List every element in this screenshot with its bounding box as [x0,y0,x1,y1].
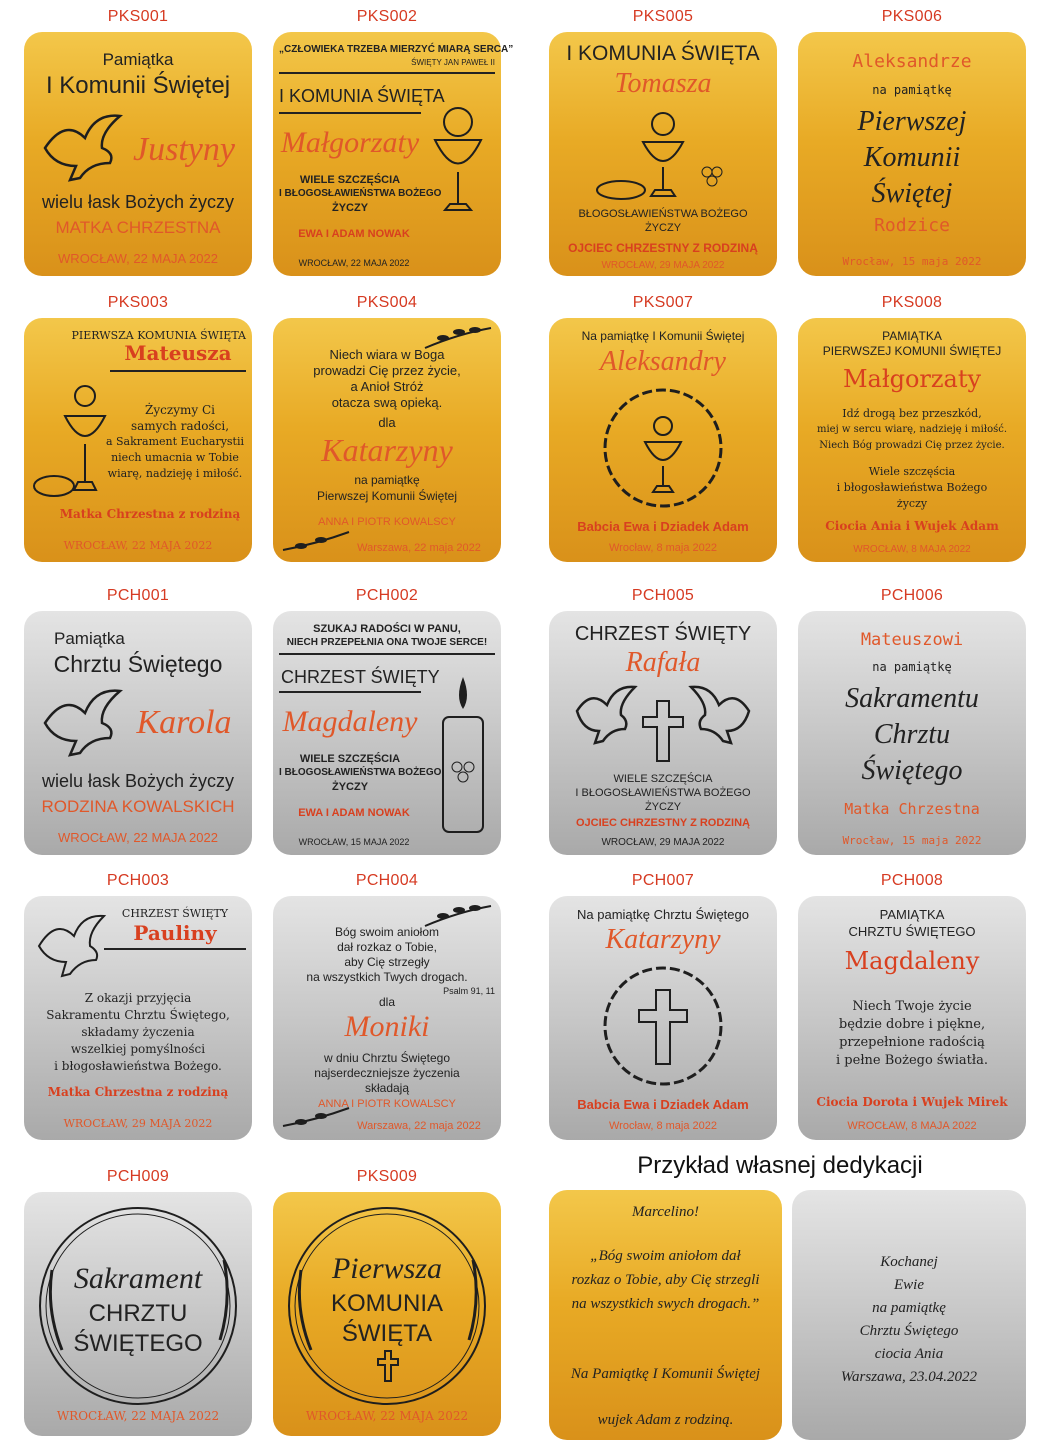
signature: Matka Chrzestna z rodziną [59,507,241,521]
product-code: PCH007 [631,872,695,889]
psalm-ref: Psalm 91, 11 [443,986,495,996]
plate-script: Pierwsza [331,1252,442,1285]
product-code: PKS001 [107,8,169,25]
doves-cross-icon [571,681,755,767]
wish: w dniu Chrztu Świętego [323,1051,451,1065]
wish: Bóg swoim aniołom [334,925,440,939]
product-code: PKS007 [632,294,694,311]
signature: EWA I ADAM NOWAK [298,807,410,819]
chalice-icon [423,92,493,222]
recipient-name: Małgorzaty [842,365,982,393]
plate-title: Na pamiątkę I Komunii Świętej [581,329,745,343]
plate-text: Chrztu Świętego [859,1323,959,1339]
recipient-name: Mateuszowi [860,630,964,650]
signature: Matka Chrzestna [844,800,980,818]
date: WROCŁAW, 22 MAJA 2022 [298,258,410,268]
plate-text: dla [378,995,395,1009]
plate-script: Świętego [861,755,963,786]
recipient-name: Katarzyny [605,924,721,955]
plate-title: CHRZEST ŚWIĘTY [574,623,752,645]
recipient-name: Moniki [344,1010,430,1043]
plate-custom-silver[interactable] [792,1190,1026,1440]
date: WROCŁAW, 8 MAJA 2022 [847,1120,977,1132]
plate-text: ciocia Ania [874,1346,944,1362]
wish: Niech Twoje życie [852,999,972,1014]
date: Warszawa, 22 maja 2022 [357,542,481,554]
signature: MATKA CHRZESTNA [55,218,221,237]
recipient-name: Aleksandrze [852,51,972,72]
quote: SZUKAJ RADOŚCI W PANU, [313,623,461,635]
plate-pch007[interactable] [549,896,777,1140]
product-code: PCH005 [631,587,695,604]
wish: WIELE SZCZĘŚCIA [299,174,401,186]
wish: i błogosławieństwa Bożego [836,481,988,494]
recipient-name: Aleksandry [600,346,726,377]
wish: Życzymy Ci [145,403,215,417]
wish: ŻYCZY [644,801,682,813]
recipient-name: Katarzyny [321,432,453,468]
date: Wrocław, 8 maja 2022 [608,1120,718,1132]
plate-pks008[interactable] [798,318,1026,562]
plate-text: Ewie [894,1277,924,1293]
date: WROCŁAW, 29 MAJA 2022 [601,837,725,848]
plate-text: na pamiątkę [354,473,420,487]
plate-text: Pamiątka [54,629,125,648]
signature: Babcia Ewa i Dziadek Adam [577,1097,749,1112]
wish: aby Cię strzegły [344,955,430,969]
plate-script: Sakrament [73,1262,203,1295]
plate-title: I KOMUNIA ŚWIĘTA [566,42,760,65]
wish: życzy [896,497,928,510]
plate-pch002[interactable] [273,611,501,855]
wish: wszelkiej pomyślności [70,1042,206,1056]
plate-text: wujek Adam z rodziną. [597,1412,734,1428]
date: WROCŁAW, 8 MAJA 2022 [853,544,971,555]
wish: ŻYCZY [331,781,369,793]
product-code: PKS009 [356,1168,418,1185]
wish: I BŁOGOSŁAWIEŃSTWA BOŻEGO [575,787,751,799]
product-code: PKS005 [632,8,694,25]
signature: RODZINA KOWALSKICH [41,797,235,816]
plate-text: na pamiątkę [872,660,952,674]
wish: BŁOGOSŁAWIEŃSTWA BOŻEGO [578,208,748,220]
wish: Niech wiara w Boga [329,347,445,362]
date: Warszawa, 22 maja 2022 [357,1120,481,1132]
plate-pks003[interactable] [24,318,252,562]
wish: a Sakrament Eucharystii [105,435,245,448]
date: WROCŁAW, 29 MAJA 2022 [601,260,725,271]
signature: ANNA I PIOTR KOWALSCY [318,516,456,528]
wreath-chalice-icon [593,382,733,514]
recipient-name: Małgorzaty [280,126,420,159]
wish: miej w sercu wiarę, nadzieję i miłość. [816,424,1008,435]
signature: EWA I ADAM NOWAK [298,228,410,240]
plate-pch005[interactable] [549,611,777,855]
plate-script: Pierwszej [857,106,967,137]
plate-title: CHRZTU ŚWIĘTEGO [848,924,976,939]
date: WROCŁAW, 29 MAJA 2022 [63,1117,213,1130]
plate-pks009[interactable] [273,1192,501,1436]
plate-script: Chrztu [873,719,951,750]
date: WROCŁAW, 22 MAJA 2022 [58,251,218,266]
recipient-name: Justyny [133,131,235,168]
candle-icon [433,667,493,837]
plate-title: CHRZEST ŚWIĘTY [121,907,229,920]
plate-title: CHRZEST ŚWIĘTY [281,667,440,687]
wish: WIELE SZCZĘŚCIA [299,753,401,765]
date: WROCŁAW, 22 MAJA 2022 [58,830,218,845]
product-code: PKS003 [107,294,169,311]
wish: będzie dobre i piękne, [838,1017,986,1032]
plate-title: CHRZTU [88,1300,188,1327]
product-code: PKS002 [356,8,418,25]
plate-text: wielu łask Bożych życzy [41,192,235,212]
plate-pks002[interactable] [273,32,514,276]
wreath-cross-icon [593,960,733,1092]
wish: Sakramentu Chrztu Świętego, [46,1008,230,1022]
wish: Idź drogą bez przeszkód, [842,407,982,420]
recipient-name: Magdaleny [844,947,980,975]
quote: NIECH PRZEPEŁNIA ONA TWOJE SERCE! [286,637,488,648]
date: WROCŁAW, 22 MAJA 2022 [305,1409,469,1423]
signature: Rodzice [874,215,950,236]
signature: Matka Chrzestna z rodziną [47,1085,229,1099]
plate-title: PIERWSZEJ KOMUNII ŚWIĘTEJ [822,344,1002,358]
plate-title: I KOMUNIA ŚWIĘTA [279,86,445,106]
plate-script: Komunii [863,142,961,173]
date: Wrocław, 8 maja 2022 [608,542,718,554]
plate-title: PAMIĄTKA [882,329,942,343]
branch-icon [281,526,351,554]
wish: Niech Bóg prowadzi Cię przez życie. [819,440,1005,451]
plate-text: na pamiątkę [872,83,952,97]
plate-pch004[interactable] [273,896,501,1140]
plate-text: dla [378,415,396,430]
plate-text: na pamiątkę [872,1300,946,1316]
plate-title: PIERWSZA KOMUNIA ŚWIĘTA [71,329,246,342]
product-code: PCH008 [880,872,944,889]
wish: przepełnione radością [839,1035,985,1050]
plate-text: Pierwszej Komunii Świętej [316,489,458,503]
wish: Wiele szczęścia [868,465,956,478]
plate-title: Na pamiątkę Chrztu Świętego [577,907,749,922]
plate-text: Marcelino! [632,1204,699,1220]
recipient-name: Pauliny [133,921,217,945]
wish: I BŁOGOSŁAWIEŃSTWA BOŻEGO [279,767,442,778]
plate-text: „Bóg swoim aniołom dał [590,1248,741,1264]
plate-text: Warszawa, 23.04.2022 [840,1369,978,1385]
plate-pch006[interactable] [798,611,1026,855]
plate-text: na wszystkich swych drogach.” [571,1296,760,1312]
plate-pch009[interactable] [24,1192,252,1436]
dove-icon [40,683,130,763]
recipient-name: Mateusza [124,341,232,365]
wish: samych radości, [130,419,230,433]
product-code: PKS004 [356,294,418,311]
plate-title: ŚWIĘTA [341,1320,433,1347]
wish: i pełne Bożego światła. [836,1053,988,1068]
wish: otacza swą opieką. [331,395,443,410]
recipient-name: Rafała [625,647,701,678]
wish: ŻYCZY [331,202,369,214]
quote: „CZŁOWIEKA TRZEBA MIERZYĆ MIARĄ SERCA” [279,44,514,55]
plate-custom-gold[interactable] [549,1190,782,1440]
plate-title: Chrztu Świętego [53,651,223,677]
plate-title: I Komunii Świętej [45,72,231,99]
plate-text: Pamiątka [102,50,174,69]
plate-text: Kochanej [880,1254,938,1270]
date: Wrocław, 15 maja 2022 [842,255,982,268]
product-code: PKS006 [881,8,943,25]
wish: Z okazji przyjęcia [84,991,192,1005]
date: WROCŁAW, 22 MAJA 2022 [63,539,213,552]
product-code: PCH002 [355,587,419,604]
date: Wrocław, 15 maja 2022 [842,834,982,847]
plate-pks004[interactable] [273,318,501,562]
plate-pch008[interactable] [798,896,1026,1140]
plate-pch003[interactable] [24,896,252,1140]
product-code: PKS008 [881,294,943,311]
signature: ANNA I PIOTR KOWALSCY [318,1098,456,1110]
wish: prowadzi Cię przez życie, [313,363,461,378]
date: WROCŁAW, 22 MAJA 2022 [56,1409,220,1423]
recipient-name: Karola [136,704,232,741]
wish: składają [364,1081,410,1095]
dove-icon [40,108,130,188]
plate-text: Na Pamiątkę I Komunii Świętej [570,1366,761,1382]
wish: niech umacnia w Tobie [111,451,239,464]
signature: Ciocia Ania i Wujek Adam [825,519,999,533]
recipient-name: Tomasza [614,68,712,99]
signature: OJCIEC CHRZESTNY Z RODZINĄ [568,241,758,255]
plate-pks006[interactable] [798,32,1026,276]
signature: OJCIEC CHRZESTNY Z RODZINĄ [576,817,750,829]
dove-icon [34,906,114,986]
quote-author: ŚWIĘTY JAN PAWEŁ II [411,58,495,67]
wish: dał rozkaz o Tobie, [337,940,437,954]
branch-icon [281,1102,351,1130]
product-code: PCH009 [106,1168,170,1185]
plate-script: Sakramentu [845,683,979,714]
signature: Babcia Ewa i Dziadek Adam [577,519,749,534]
wish: I BŁOGOSŁAWIEŃSTWA BOŻEGO [279,188,442,199]
plate-pks007[interactable] [549,318,777,562]
product-code: PCH003 [106,872,170,889]
wish: składamy życzenia [81,1025,195,1039]
recipient-name: Magdaleny [282,705,418,738]
signature: Ciocia Dorota i Wujek Mirek [816,1095,1008,1109]
plate-title: ŚWIĘTEGO [73,1330,203,1357]
plate-text: rozkaz o Tobie, aby Cię strzegli [571,1272,760,1288]
wish: WIELE SZCZĘŚCIA [613,773,713,785]
product-code: PCH001 [106,587,170,604]
wish: a Anioł Stróż [350,379,424,394]
wish: wiarę, nadzieję i miłość. [107,467,243,480]
wish: najserdeczniejsze życzenia [314,1066,460,1080]
chalice-icon [593,102,733,202]
plate-pch001[interactable] [24,611,252,855]
plate-pks001[interactable] [24,32,252,276]
product-code: PCH006 [880,587,944,604]
wish: na wszystkich Twych drogach. [306,970,468,984]
cross-icon [377,1350,399,1382]
plate-title: KOMUNIA [330,1290,443,1317]
wish: ŻYCZY [644,222,682,234]
plate-pks005[interactable] [549,32,777,276]
wish: i błogosławieństwa Bożego. [54,1059,222,1073]
product-code: PCH004 [355,872,419,889]
plate-title: PAMIĄTKA [879,907,945,922]
date: WROCŁAW, 15 MAJA 2022 [298,837,410,847]
plate-script: Świętej [871,178,953,209]
plate-text: wielu łask Bożych życzy [41,771,235,791]
custom-dedication-heading: Przykład własnej dedykacji [637,1152,923,1179]
